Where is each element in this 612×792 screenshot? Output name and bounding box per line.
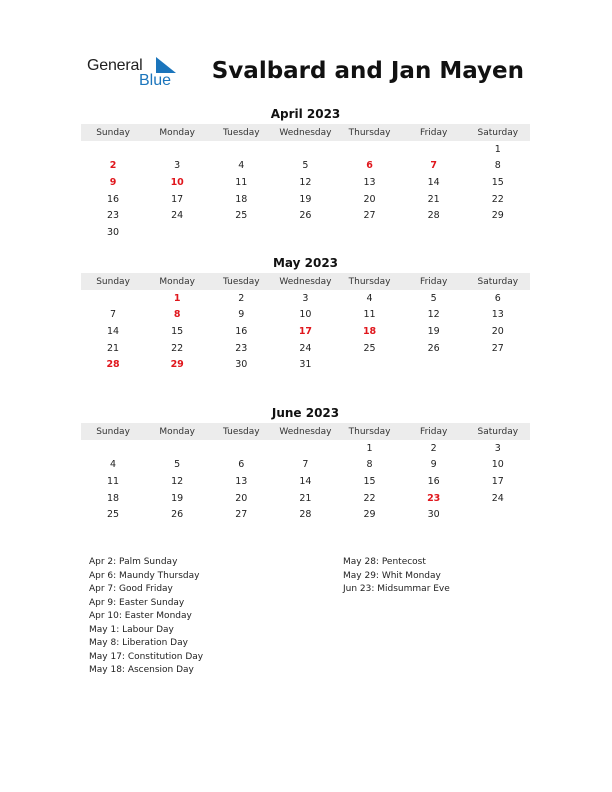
date-cell: 17 [491, 475, 504, 487]
month-calendar-may [81, 255, 530, 373]
holiday-list-item: May 17: Constitution Day [89, 651, 204, 662]
date-cell: 15 [363, 475, 376, 487]
holiday-list-item: Apr 7: Good Friday [89, 584, 173, 594]
date-cell: 13 [491, 309, 504, 321]
date-cell: 20 [363, 193, 376, 205]
date-cell: 9 [238, 309, 245, 321]
generalblue-logo [87, 55, 187, 95]
date-cell: 27 [491, 342, 504, 354]
date-cell: 27 [235, 509, 248, 521]
date-cell: 20 [491, 325, 504, 337]
date-cell: 3 [174, 160, 181, 172]
holiday-date-cell: 29 [170, 359, 184, 371]
week-row [81, 473, 530, 490]
week-row [81, 307, 530, 324]
date-cell: 28 [427, 210, 440, 222]
week-row [81, 506, 530, 523]
date-cell: 16 [427, 475, 440, 487]
date-cell: 31 [299, 359, 312, 371]
date-cell: 14 [107, 325, 120, 337]
date-cell: 3 [494, 442, 501, 454]
date-cell: 24 [299, 342, 312, 354]
holiday-list-item: Apr 10: Easter Monday [89, 611, 192, 621]
date-cell: 29 [491, 210, 504, 222]
month-calendar-june [81, 405, 530, 523]
date-cell: 8 [366, 459, 373, 471]
date-cell: 11 [363, 309, 376, 321]
holiday-list-item: May 29: Whit Monday [343, 570, 441, 581]
date-cell: 5 [302, 160, 309, 172]
date-cell: 23 [235, 342, 248, 354]
weekday-label: Monday [159, 426, 195, 437]
date-cell: 16 [107, 193, 120, 205]
holiday-date-cell: 8 [173, 309, 181, 321]
page-title: Svalbard and Jan Mayen [211, 58, 524, 84]
date-cell: 7 [110, 309, 117, 321]
date-cell: 5 [174, 459, 181, 471]
date-cell: 18 [235, 193, 248, 205]
weekday-label: Monday [159, 276, 195, 287]
week-row [81, 490, 530, 507]
weekday-label: Saturday [477, 127, 519, 138]
holiday-list-item: May 28: Pentecost [343, 557, 426, 567]
week-row [81, 158, 530, 175]
week-row [81, 224, 530, 241]
weekday-label: Tuesday [223, 127, 260, 138]
date-cell: 2 [238, 292, 245, 304]
month-title: June 2023 [271, 406, 340, 420]
date-cell: 13 [235, 475, 248, 487]
date-cell: 9 [430, 459, 437, 471]
date-cell: 25 [235, 210, 248, 222]
holiday-list-item: May 18: Ascension Day [89, 665, 194, 675]
weekday-label: Sunday [96, 276, 130, 287]
holiday-date-cell: 6 [366, 160, 373, 172]
date-cell: 4 [110, 459, 117, 471]
date-cell: 4 [238, 160, 245, 172]
date-cell: 12 [299, 176, 312, 188]
weekday-label: Wednesday [279, 426, 332, 437]
holiday-list-item: May 1: Labour Day [89, 624, 174, 635]
date-cell: 21 [427, 193, 440, 205]
weekday-label: Tuesday [223, 276, 260, 287]
holiday-list-column-2 [343, 556, 450, 597]
date-cell: 16 [235, 325, 248, 337]
date-cell: 27 [363, 210, 376, 222]
date-cell: 21 [107, 342, 120, 354]
week-row [81, 141, 530, 158]
week-row [81, 191, 530, 208]
date-cell: 8 [494, 160, 501, 172]
date-cell: 20 [235, 492, 248, 504]
holiday-date-cell: 1 [173, 292, 181, 304]
weekday-label: Thursday [348, 127, 391, 138]
holiday-list-item: Apr 9: Easter Sunday [89, 597, 185, 608]
logo-triangle-icon [154, 57, 176, 73]
date-cell: 14 [299, 475, 312, 487]
weekday-header-row [81, 273, 530, 290]
date-cell: 18 [107, 492, 120, 504]
holiday-date-cell: 10 [170, 176, 184, 188]
holiday-date-cell: 28 [106, 359, 120, 371]
date-cell: 15 [491, 176, 504, 188]
date-cell: 11 [107, 475, 120, 487]
week-row [81, 340, 530, 357]
weekday-label: Wednesday [279, 276, 332, 287]
date-cell: 21 [299, 492, 312, 504]
weekday-header-row [81, 423, 530, 440]
weeks-container [81, 440, 530, 523]
date-cell: 19 [427, 325, 440, 337]
date-cell: 25 [107, 509, 120, 521]
date-cell: 6 [494, 292, 501, 304]
date-cell: 19 [171, 492, 184, 504]
weekday-label: Thursday [348, 426, 391, 437]
date-cell: 1 [494, 143, 501, 155]
date-cell: 10 [299, 309, 312, 321]
weekday-label: Friday [420, 276, 448, 287]
weekday-label: Sunday [96, 426, 130, 437]
week-row [81, 323, 530, 340]
month-title: April 2023 [270, 107, 341, 121]
date-cell: 3 [302, 292, 309, 304]
weekday-label: Monday [159, 127, 195, 138]
date-cell: 30 [427, 509, 440, 521]
date-cell: 17 [171, 193, 184, 205]
date-cell: 12 [171, 475, 184, 487]
date-cell: 4 [366, 292, 373, 304]
holiday-list-item: Apr 2: Palm Sunday [89, 557, 178, 567]
date-cell: 30 [107, 226, 120, 238]
weekday-label: Wednesday [279, 127, 332, 138]
month-calendar-april [81, 106, 530, 241]
date-cell: 14 [427, 176, 440, 188]
weekday-label: Friday [420, 426, 448, 437]
weeks-container [81, 290, 530, 373]
date-cell: 13 [363, 176, 376, 188]
date-cell: 19 [299, 193, 312, 205]
week-row [81, 356, 530, 373]
weeks-container [81, 141, 530, 241]
week-row [81, 290, 530, 307]
date-cell: 24 [491, 492, 504, 504]
holiday-list-column-1 [89, 556, 203, 678]
date-cell: 22 [171, 342, 184, 354]
date-cell: 2 [430, 442, 437, 454]
date-cell: 15 [171, 325, 184, 337]
date-cell: 23 [107, 210, 120, 222]
week-row [81, 174, 530, 191]
holiday-list-item: Apr 6: Maundy Thursday [89, 570, 200, 581]
weekday-label: Saturday [477, 426, 519, 437]
holiday-list-item: May 8: Liberation Day [89, 638, 188, 648]
date-cell: 22 [491, 193, 504, 205]
holiday-date-cell: 9 [109, 176, 117, 188]
date-cell: 26 [427, 342, 440, 354]
holiday-date-cell: 2 [109, 160, 117, 172]
logo-text-general: General [87, 57, 143, 74]
date-cell: 10 [491, 459, 504, 471]
holiday-date-cell: 7 [430, 160, 437, 172]
month-title: May 2023 [272, 256, 339, 270]
date-cell: 7 [302, 459, 309, 471]
date-cell: 5 [430, 292, 437, 304]
weekday-label: Sunday [96, 127, 130, 138]
date-cell: 26 [299, 210, 312, 222]
date-cell: 22 [363, 492, 376, 504]
date-cell: 26 [171, 509, 184, 521]
date-cell: 6 [238, 459, 245, 471]
holiday-date-cell: 23 [427, 492, 441, 504]
date-cell: 29 [363, 509, 376, 521]
holiday-date-cell: 18 [362, 325, 377, 337]
weekday-label: Tuesday [223, 426, 260, 437]
date-cell: 25 [363, 342, 376, 354]
date-cell: 1 [366, 442, 373, 454]
date-cell: 28 [299, 509, 312, 521]
weekday-label: Saturday [477, 276, 519, 287]
date-cell: 12 [427, 309, 440, 321]
week-row [81, 440, 530, 457]
week-row [81, 457, 530, 474]
weekday-label: Friday [420, 127, 448, 138]
date-cell: 30 [235, 359, 248, 371]
date-cell: 24 [171, 210, 184, 222]
weekday-label: Thursday [348, 276, 391, 287]
holiday-list-item: Jun 23: Midsummar Eve [343, 584, 450, 594]
holiday-date-cell: 17 [298, 325, 313, 337]
weekday-header-row [81, 124, 530, 141]
date-cell: 11 [235, 176, 248, 188]
week-row [81, 207, 530, 224]
logo-text-blue: Blue [139, 72, 172, 89]
